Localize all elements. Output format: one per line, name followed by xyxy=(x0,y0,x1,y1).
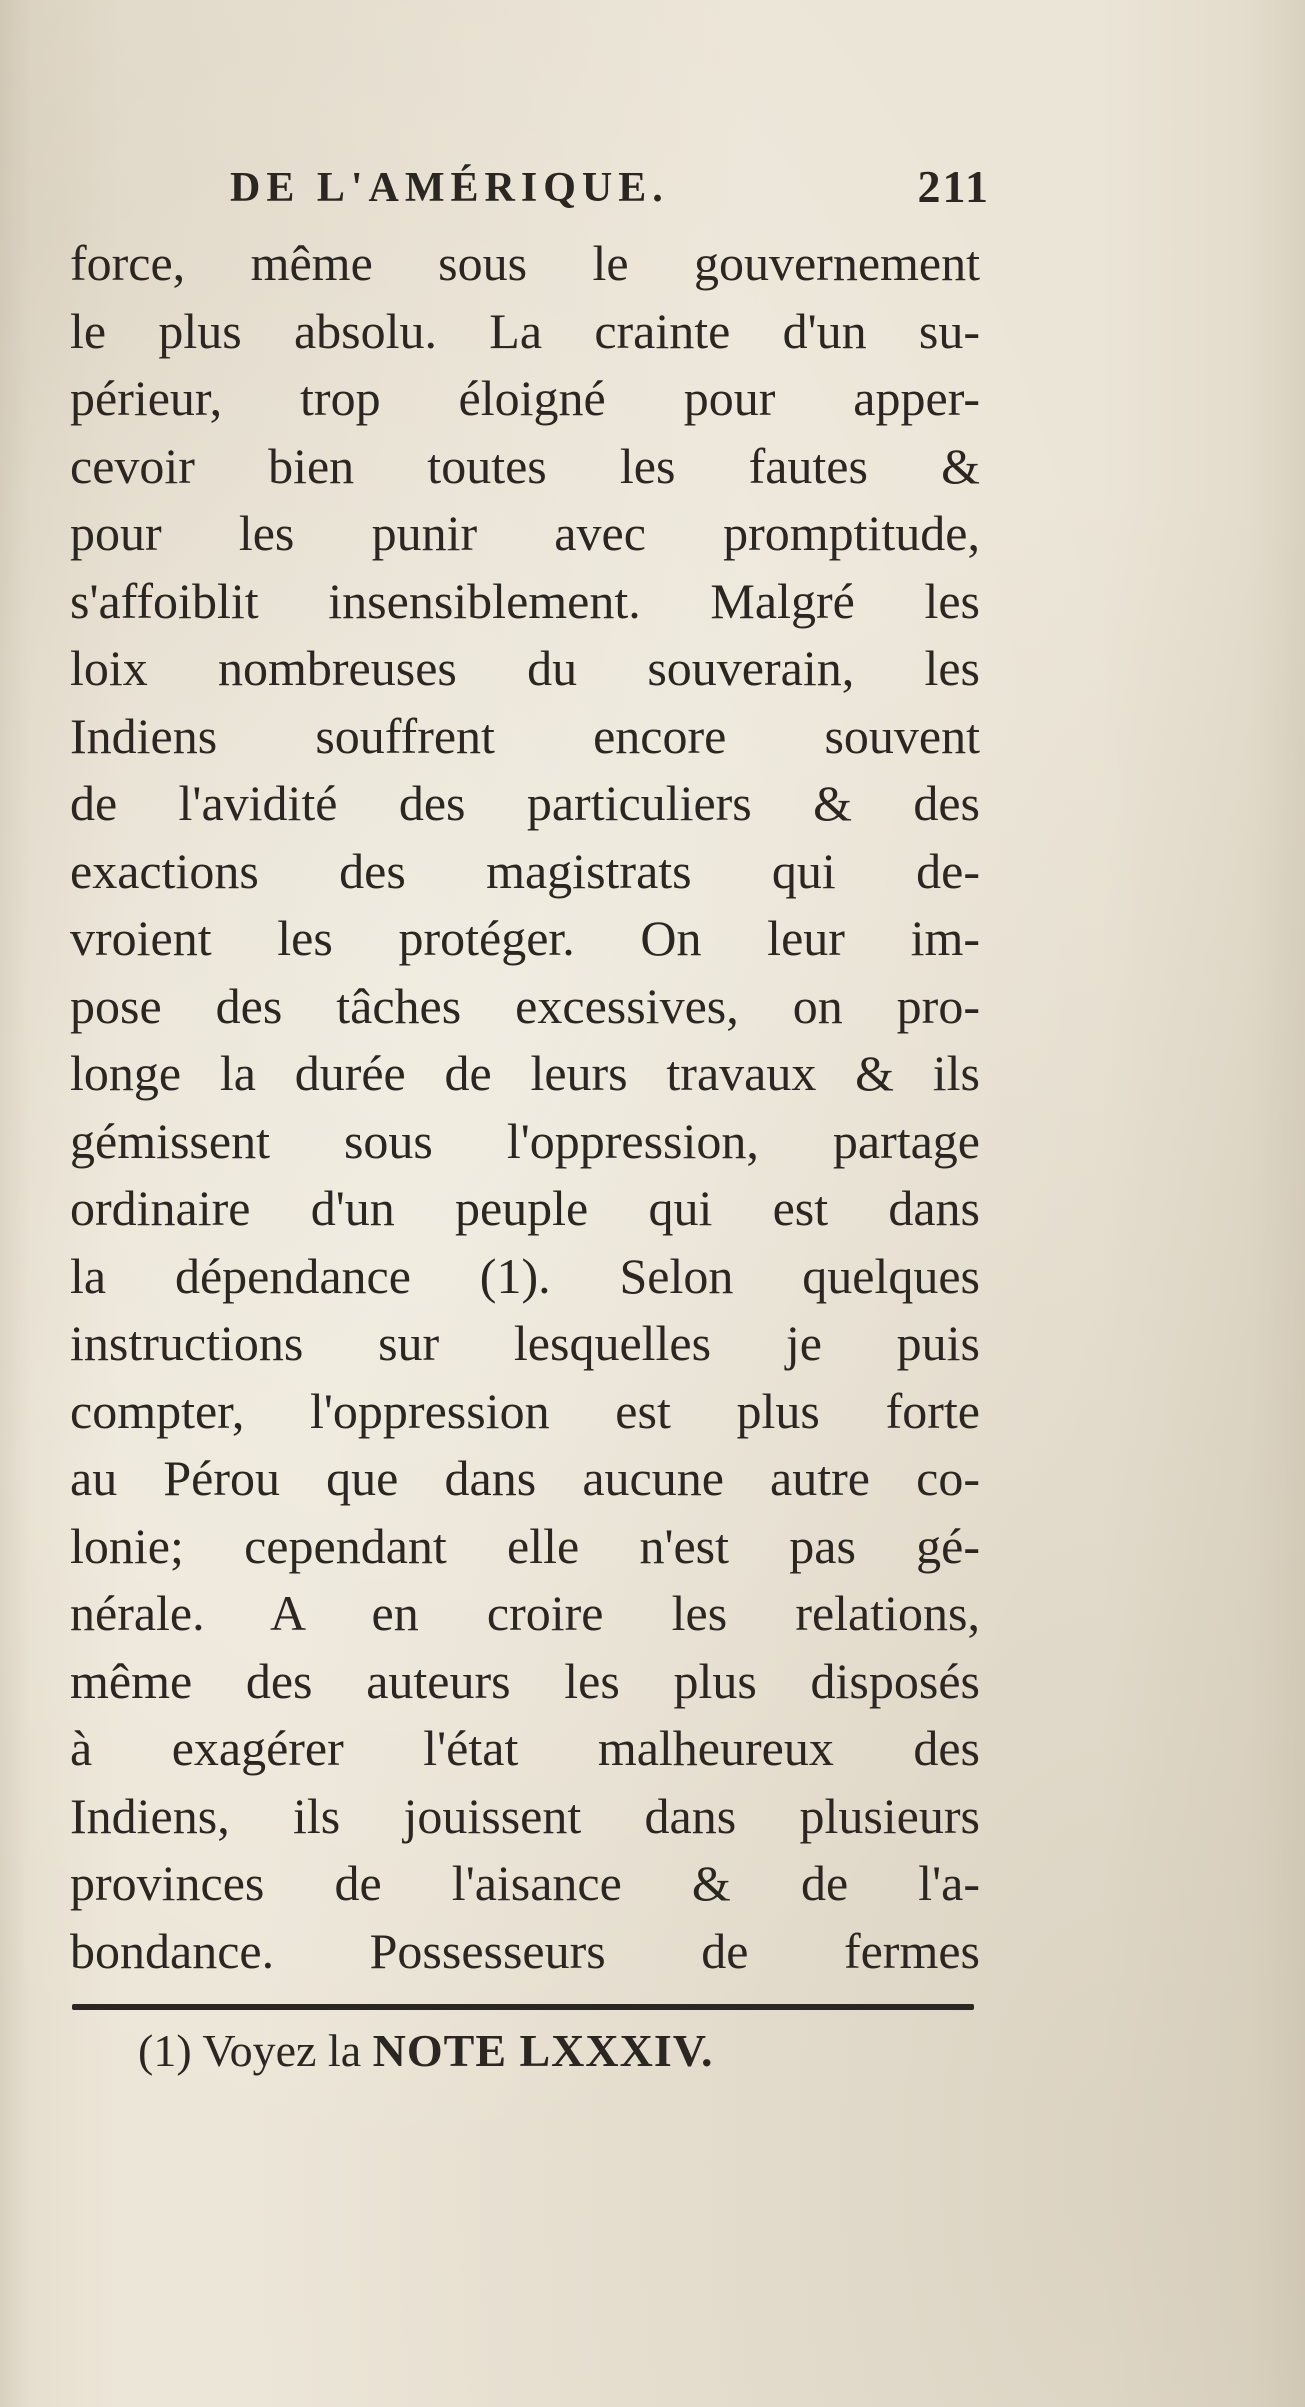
footnote-marker: (1) xyxy=(138,2025,192,2076)
text-line: longe la durée de leurs travaux & ils xyxy=(70,1045,980,1101)
text-line: lonie; cependant elle n'est pas gé- xyxy=(70,1517,980,1574)
footnote-text: Voyez la xyxy=(202,2025,362,2076)
footnote-note-reference: NOTE LXXXIV. xyxy=(372,2025,714,2076)
text-line: ordinaire d'un peuple qui est dans xyxy=(70,1180,980,1236)
text-line: s'affoiblit insensiblement. Malgré les xyxy=(70,572,980,629)
footnote xyxy=(138,2024,714,2077)
text-line: exactions des magistrats qui de- xyxy=(70,842,980,899)
text-line: Indiens souffrent encore souvent xyxy=(70,707,980,764)
text-line: au Pérou que dans aucune autre co- xyxy=(70,1450,980,1506)
text-line: Indiens, ils jouissent dans plusieurs xyxy=(70,1787,980,1844)
running-head xyxy=(230,160,990,220)
text-line: provinces de l'aisance & de l'a- xyxy=(70,1855,980,1911)
text-line: à exagérer l'état malheureux des xyxy=(70,1720,980,1776)
text-line: instructions sur lesquelles je puis xyxy=(70,1315,980,1371)
text-line: même des auteurs les plus disposés xyxy=(70,1652,980,1709)
text-line: compter, l'oppression est plus forte xyxy=(70,1382,980,1439)
text-line: nérale. A en croire les relations, xyxy=(70,1585,980,1641)
text-line: gémissent sous l'oppression, partage xyxy=(70,1112,980,1169)
text-line: périeur, trop éloigné pour apper- xyxy=(70,370,980,426)
footnote-rule xyxy=(72,2004,974,2010)
text-line: loix nombreuses du souverain, les xyxy=(70,640,980,696)
text-line: la dépendance (1). Selon quelques xyxy=(70,1247,980,1304)
text-line: de l'avidité des particuliers & des xyxy=(70,775,980,831)
body-text xyxy=(70,230,980,1985)
text-line: le plus absolu. La crainte d'un su- xyxy=(70,302,980,359)
text-line: force, même sous le gouvernement xyxy=(70,235,980,291)
text-line: pour les punir avec promptitude, xyxy=(70,505,980,561)
text-line: pose des tâches excessives, on pro- xyxy=(70,977,980,1034)
text-line: cevoir bien toutes les fautes & xyxy=(70,437,980,494)
running-title: DE L'AMÉRIQUE. xyxy=(230,165,669,211)
text-line: vroient les protéger. On leur im- xyxy=(70,910,980,966)
text-line: bondance. Possesseurs de fermes xyxy=(70,1922,980,1979)
page-number: 211 xyxy=(917,161,990,212)
